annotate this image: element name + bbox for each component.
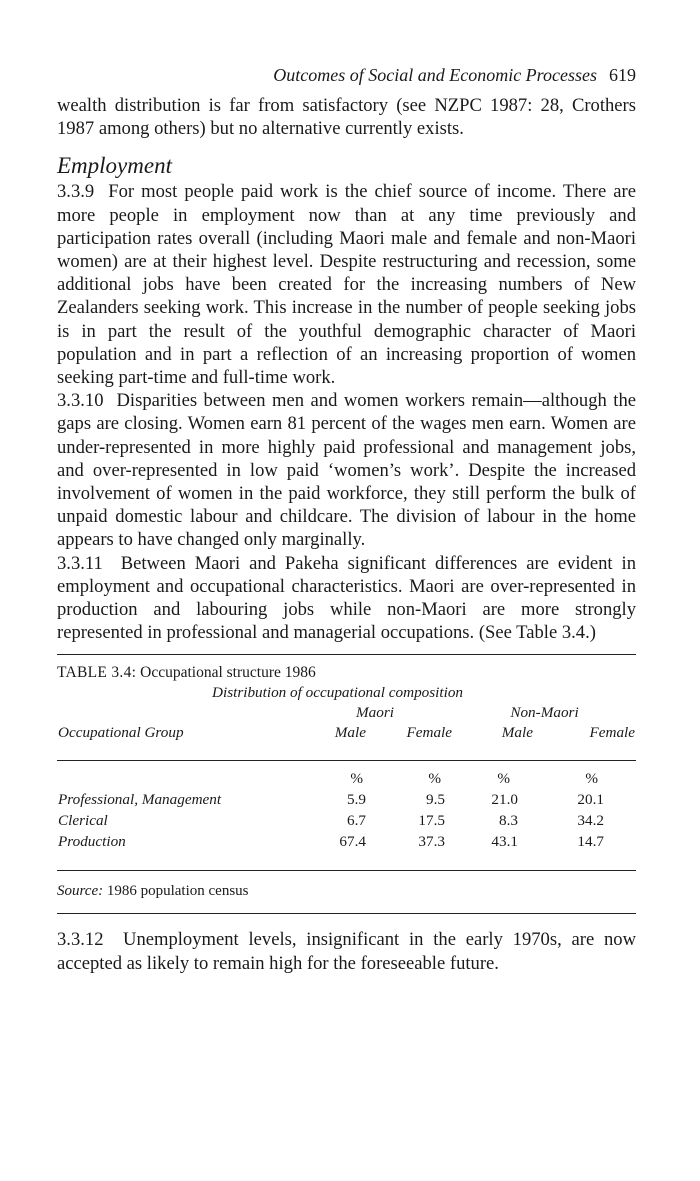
body-text bbox=[57, 94, 636, 644]
paragraph-number: 3.3.9 bbox=[57, 181, 95, 203]
paragraph-number: 3.3.11 bbox=[57, 552, 103, 574]
table-source bbox=[57, 881, 636, 901]
table-bottom-rule bbox=[57, 913, 636, 914]
value-cell: 17.5 bbox=[418, 812, 445, 830]
unit-cell: % bbox=[428, 770, 441, 788]
value-cell: 34.2 bbox=[577, 812, 604, 830]
table-title: Occupational structure 1986 bbox=[140, 664, 316, 682]
running-head bbox=[57, 62, 636, 88]
paragraph-text: For most people paid work is the chief source of income. There are more people in employment now than at any time previously and participation rates overall (including Maori male and female and non-Maori women) are at their highest level. Despite restructuring and recession, some additional jobs have been created for the increasing numbers of New Zealanders seeking work. This increase in the number of people seeking jobs is in part the result of the youthful demographic character of Maori population and in part a reflection of an increasing proportion of women seeking part-time and full-time work. bbox=[57, 181, 636, 389]
unit-cell: % bbox=[350, 770, 363, 788]
value-cell: 21.0 bbox=[491, 791, 518, 809]
table-column-header-row bbox=[57, 723, 636, 754]
column-header-maori-female: Female bbox=[406, 724, 452, 742]
section-heading: Employment bbox=[57, 153, 172, 179]
source-text: 1986 population census bbox=[106, 883, 249, 900]
row-label: Clerical bbox=[58, 812, 108, 830]
column-header-nonmaori-male: Male bbox=[501, 724, 533, 742]
source-label: Source: bbox=[57, 883, 104, 900]
paragraph-number: 3.3.12 bbox=[57, 929, 104, 951]
table-source-rule bbox=[57, 870, 636, 871]
value-cell: 8.3 bbox=[499, 812, 518, 830]
table-top-rule bbox=[57, 654, 636, 655]
table-row bbox=[57, 831, 636, 852]
paragraph-text: Disparities between men and women workers remain—although the gaps are closing. Women earn 81 percent of the wages men earn. Women are under-represented in more highly paid professional and management jobs, and over-represented in low paid ‘women’s work’. Despite the increased involvement of women in the paid workforce, they still perform the bulk of unpaid domestic labour and childcare. The division of labour in the home appears to have changed only marginally. bbox=[57, 390, 637, 551]
unit-cell: % bbox=[585, 770, 598, 788]
paragraph-text: Between Maori and Pakeha significant differences are evident in employment and occupational characteristics. Maori are over-represented in production and labouring jobs while non-Maori are more strongly represented in professional and managerial occupations. (See Table 3.4.) bbox=[57, 552, 637, 644]
paragraph-3-3-9 bbox=[57, 180, 636, 389]
value-cell: 20.1 bbox=[577, 791, 604, 809]
row-label: Professional, Management bbox=[58, 791, 222, 809]
table-row bbox=[57, 789, 636, 810]
occupational-structure-table bbox=[57, 683, 636, 852]
column-header-group: Occupational Group bbox=[58, 724, 184, 742]
table-super-header-row bbox=[57, 683, 636, 703]
value-cell: 9.5 bbox=[426, 791, 445, 809]
paragraph-3-3-10 bbox=[57, 389, 636, 551]
paragraph-3-3-12 bbox=[57, 928, 636, 976]
row-label: Production bbox=[58, 833, 126, 851]
column-header-maori-male: Male bbox=[334, 724, 366, 742]
column-header-nonmaori-female: Female bbox=[589, 724, 635, 742]
running-head-title: Outcomes of Social and Economic Processes bbox=[273, 65, 597, 85]
unit-cell: % bbox=[497, 770, 510, 788]
value-cell: 5.9 bbox=[347, 791, 366, 809]
paragraph-text: Unemployment levels, insignificant in the early 1970s, are now accepted as likely to remain high for the foreseeable future. bbox=[57, 929, 636, 975]
value-cell: 67.4 bbox=[339, 833, 366, 851]
value-cell: 6.7 bbox=[347, 812, 366, 830]
table-row bbox=[57, 810, 636, 831]
group-header-nonmaori: Non-Maori bbox=[510, 704, 579, 722]
table-header-rule-row bbox=[57, 754, 636, 761]
table-group-header-row bbox=[57, 703, 636, 723]
table-caption bbox=[57, 663, 636, 683]
book-page bbox=[57, 62, 636, 995]
paragraph-3-3-11 bbox=[57, 552, 636, 645]
value-cell: 37.3 bbox=[418, 833, 445, 851]
table-super-header: Distribution of occupational composition bbox=[212, 684, 464, 702]
table-unit-row bbox=[57, 761, 636, 789]
paragraph-number: 3.3.10 bbox=[57, 390, 104, 412]
group-header-maori: Maori bbox=[356, 704, 394, 722]
value-cell: 14.7 bbox=[577, 833, 604, 851]
table-label: TABLE 3.4: bbox=[57, 664, 137, 682]
value-cell: 43.1 bbox=[491, 833, 518, 851]
intro-paragraph: wealth distribution is far from satisfactory (see NZPC 1987: 28, Crothers 1987 among others) but no alternative currently exists. bbox=[57, 95, 636, 140]
page-number: 619 bbox=[609, 65, 636, 85]
